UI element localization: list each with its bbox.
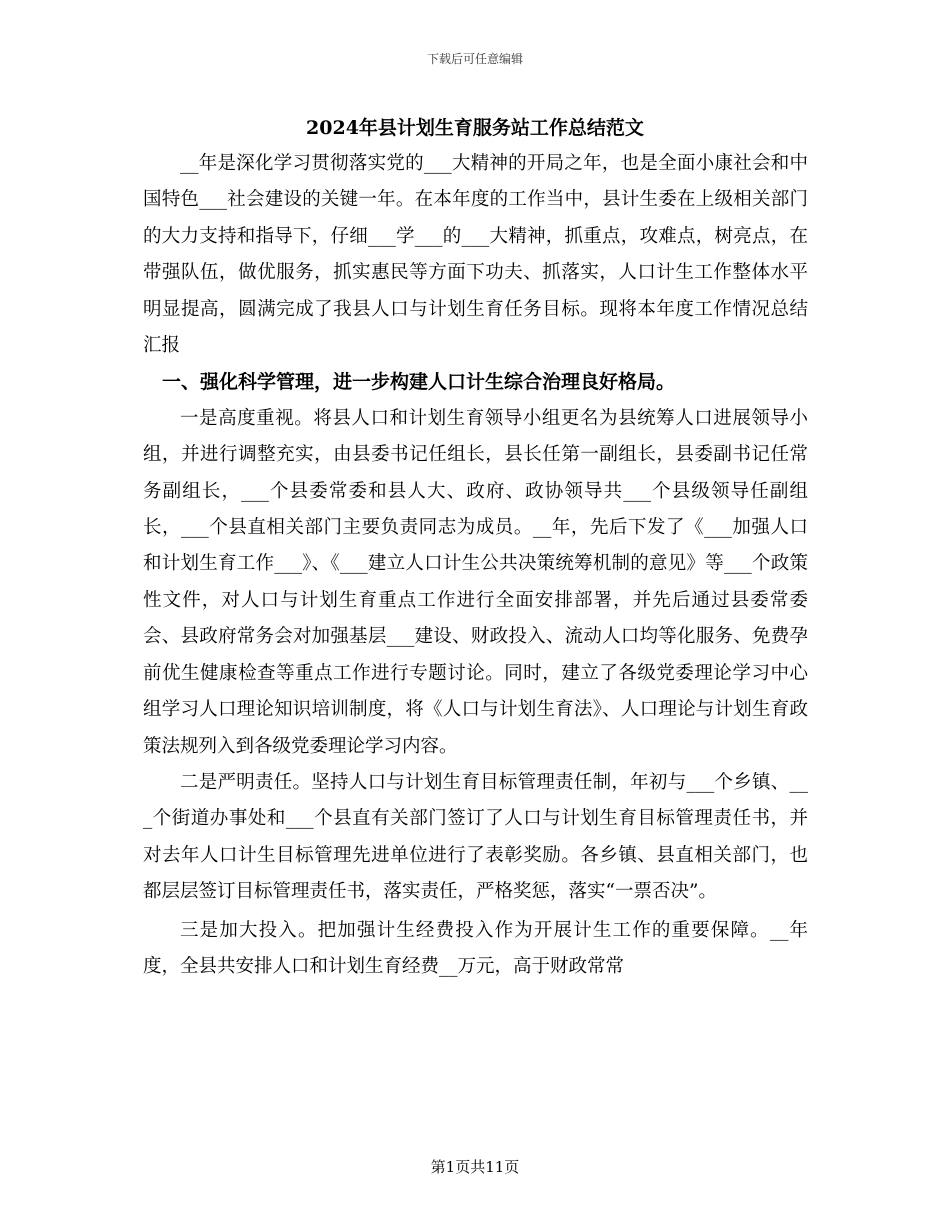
page-header-note: 下载后可任意编辑 — [426, 52, 523, 66]
document-body — [143, 146, 808, 985]
document-title: 2024年县计划生育服务站工作总结范文 — [306, 117, 644, 139]
paragraph-2: 二是严明责任。坚持人口与计划生育目标管理责任制，年初与___个乡镇、___个街道办事处和___个县直有关部门签订了人口与计划生育目标管理责任书，并对去年人口计生目标管理先进单位进行了表彰奖励。各乡镇、县直相关部门，也都层层签订目标管理责任书，落实责任，严格奖惩，落实“一票否决”。 — [143, 771, 808, 903]
paragraph-1: 一是高度重视。将县人口和计划生育领导小组更名为县统筹人口进展领导小组，并进行调整充实，由县委书记任组长，县长任第一副组长，县委副书记任常务副组长，___个县委常委和县人大、政府、政协领导共___个县级领导任副组长，___个县直相关部门主要负责同志为成员。__年，先后下发了《___加强人口和计划生育工作___》、《___建立人口计生公共决策统筹机制的意见》等___个政策性文件，对人口与计划生育重点工作进行全面安排部署，并先后通过县委常委会、县政府常务会对加强基层___建设、财政投入、流动人口均等化服务、免费孕前优生健康检查等重点工作进行专题讨论。同时，建立了各级党委理论学习中心组学习人口理论知识培训制度，将《人口与计划生育法》、人口理论与计划生育政策法规列入到各级党委理论学习内容。 — [143, 407, 808, 757]
intro-paragraph: __年是深化学习贯彻落实党的___大精神的开局之年，也是全面小康社会和中国特色___社会建设的关键一年。在本年度的工作当中，县计生委在上级相关部门的大力支持和指导下，仔细___学___的___大精神，抓重点，攻难点，树亮点，在带强队伍，做优服务，抓实惠民等方面下功夫、抓落实，人口计生工作整体水平明显提高，圆满完成了我县人口与计划生育任务目标。现将本年度工作情况总结汇报 — [143, 153, 808, 357]
page-footer: 第1页共11页 — [430, 1158, 520, 1176]
paragraph-3: 三是加大投入。把加强计生经费投入作为开展计生工作的重要保障。__年度，全县共安排人口和计划生育经费__万元，高于财政常常 — [143, 919, 808, 977]
section-heading: 一、强化科学管理，进一步构建人口计生综合治理良好格局。 — [162, 371, 676, 394]
